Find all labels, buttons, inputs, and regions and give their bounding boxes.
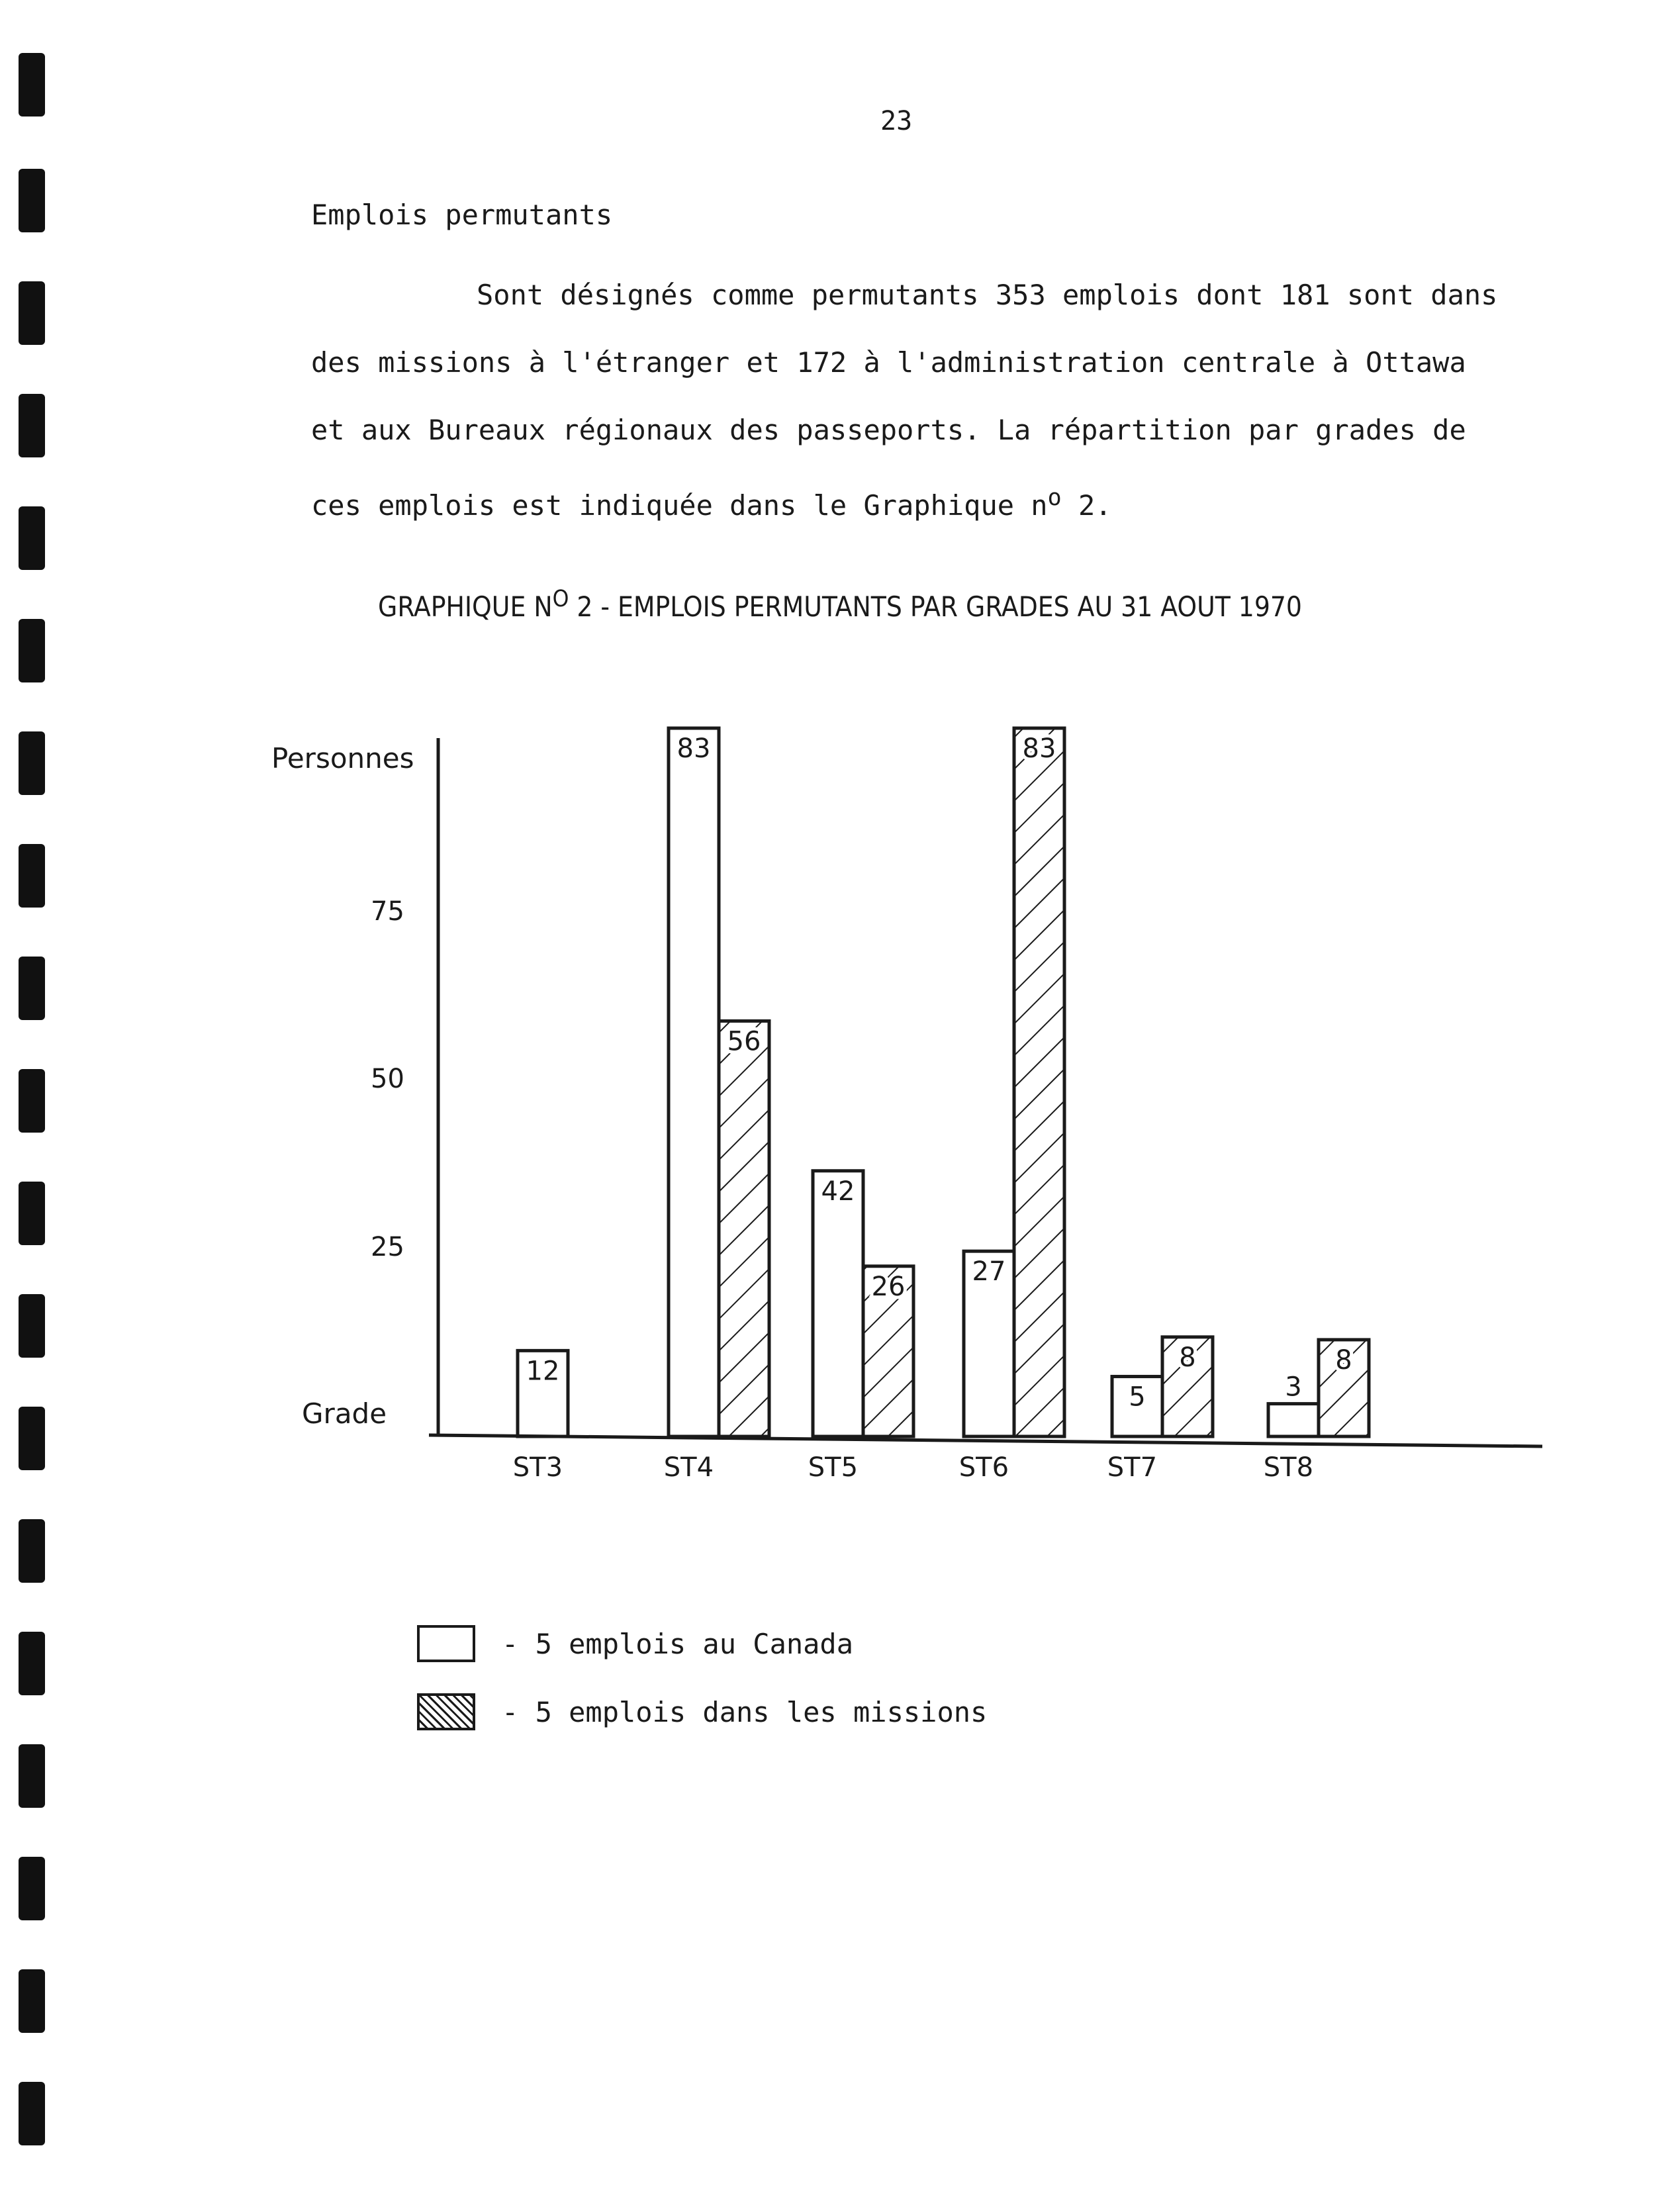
bar-value-label: 5	[1129, 1381, 1146, 1413]
paragraph-line-end: 2.	[1061, 489, 1112, 522]
paragraph-line: ces emplois est indiquée dans le Graphique n	[311, 489, 1048, 522]
paragraph-superscript: o	[1047, 485, 1062, 511]
bar-value-label: 3	[1285, 1372, 1302, 1403]
bar-st5-canada	[813, 1171, 863, 1436]
bar-st6-missions	[1014, 728, 1064, 1436]
legend-swatch-hatched	[417, 1693, 475, 1730]
x-tick-label: ST6	[958, 1452, 1009, 1483]
bars-group	[518, 728, 1369, 1436]
x-tick-label: ST5	[808, 1452, 859, 1483]
bar-value-label: 83	[1022, 733, 1056, 764]
page-number: 23	[880, 106, 913, 136]
paragraph-line: Sont désignés comme permutants 353 emplois dont 181 sont dans	[477, 279, 1498, 311]
y-tick-label: 75	[371, 896, 404, 927]
paragraph-line: des missions à l'étranger et 172 à l'administration centrale à Ottawa	[311, 346, 1466, 379]
bar-st8-canada	[1268, 1404, 1319, 1436]
legend-item-missions	[417, 1693, 987, 1730]
y-tick-label: 50	[371, 1064, 404, 1094]
bar-value-label: 12	[526, 1356, 560, 1387]
bar-value-label: 8	[1335, 1344, 1352, 1376]
legend-swatch-plain	[417, 1625, 475, 1662]
bar-value-label: 8	[1179, 1342, 1196, 1373]
legend-item-canada	[417, 1625, 853, 1662]
chart-title-prefix: GRAPHIQUE N	[378, 590, 553, 623]
x-axis-label: Grade	[302, 1397, 387, 1430]
x-tick-labels	[513, 1452, 1313, 1483]
bar-value-label: 26	[871, 1271, 906, 1302]
x-tick-label: ST3	[512, 1452, 563, 1483]
bar-value-label: 56	[727, 1026, 761, 1057]
section-title: Emplois permutants	[311, 199, 613, 231]
bar-st4-canada	[669, 728, 719, 1436]
legend-label-missions: - 5 emplois dans les missions	[502, 1695, 988, 1728]
paragraph-line: et aux Bureaux régionaux des passeports. La répartition par grades de	[311, 414, 1466, 446]
legend-label-canada: - 5 emplois au Canada	[502, 1627, 854, 1660]
x-tick-label: ST4	[663, 1452, 714, 1483]
bar-value-label: 27	[972, 1256, 1006, 1288]
chart-title-superscript: O	[552, 586, 569, 612]
y-axis-label: Personnes	[271, 742, 414, 774]
x-tick-label: ST7	[1107, 1452, 1158, 1483]
y-tick-label: 25	[371, 1232, 404, 1262]
chart-title-suffix: 2 - EMPLOIS PERMUTANTS PAR GRADES AU 31 AOUT 1970	[569, 590, 1302, 623]
bar-value-label: 83	[677, 733, 711, 764]
bar-st4-missions	[719, 1021, 769, 1436]
x-tick-label: ST8	[1263, 1452, 1314, 1483]
bar-value-label: 42	[821, 1176, 855, 1207]
